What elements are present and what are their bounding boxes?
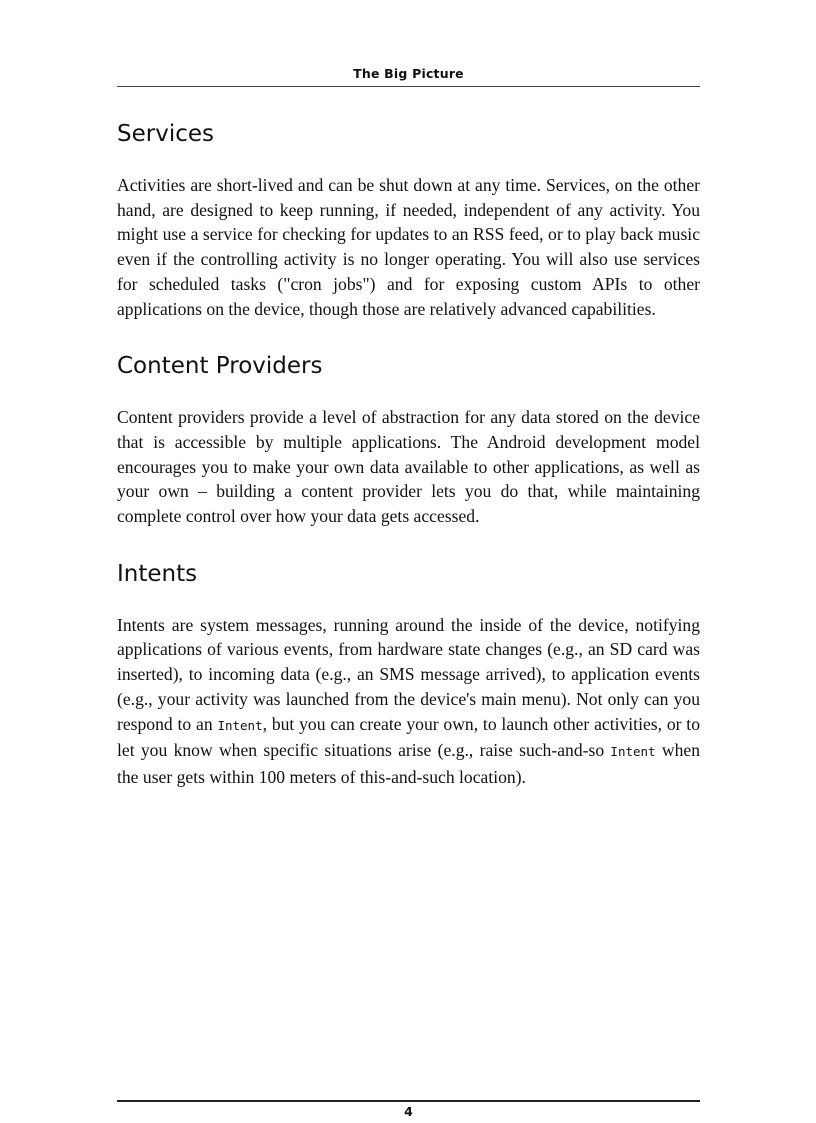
intents-paragraph (117, 613, 700, 790)
intents-text-1: Intents are system messages, running around the inside of the device, notifying applications of various events, from hardware state changes (e.g., an SD card was inserted), to incoming data (e.g., an SMS message arrived), to application events (e.g., your activity was launched from the device's main menu). Not only can you respond to an (117, 614, 700, 734)
intents-text-2: , but you can create your own, to launch other activities, or to let you know when specific situations arise (e.g., raise such-and-so (117, 713, 700, 761)
intents-text-3: when the user gets within 100 meters of this-and-such location). (117, 740, 700, 787)
section-heading-services: Services (117, 121, 214, 147)
section-content-providers (117, 350, 700, 529)
services-paragraph: Activities are short-lived and can be shut down at any time. Services, on the other hand, are designed to keep running, if needed, independent of any activity. You might use a service for checking for updates to an RSS feed, or to play back music even if the controlling activity is no longer operating. You will also use services for scheduled tasks ("cron jobs") and for exposing custom APIs to other applications on the device, though those are relatively advanced capabilities. (117, 175, 700, 319)
section-intents (117, 558, 700, 790)
page-number: 4 (404, 1104, 413, 1119)
page-content (117, 100, 700, 790)
header-divider (117, 86, 700, 87)
section-services (117, 118, 700, 321)
section-heading-intents: Intents (117, 560, 198, 587)
running-header-title: The Big Picture (353, 66, 464, 81)
intent-code-term: Intent (610, 744, 656, 760)
intent-code-term: Intent (217, 717, 263, 733)
footer-divider (117, 1100, 700, 1102)
section-heading-content-providers: Content Providers (117, 353, 323, 380)
content-providers-paragraph: Content providers provide a level of abstraction for any data stored on the device that is accessible by multiple applications. The Android development model encourages you to make your own data available to other applications, as well as your own – building a content provider lets you do that, while maintaining complete control over how your data gets accessed. (117, 407, 700, 527)
